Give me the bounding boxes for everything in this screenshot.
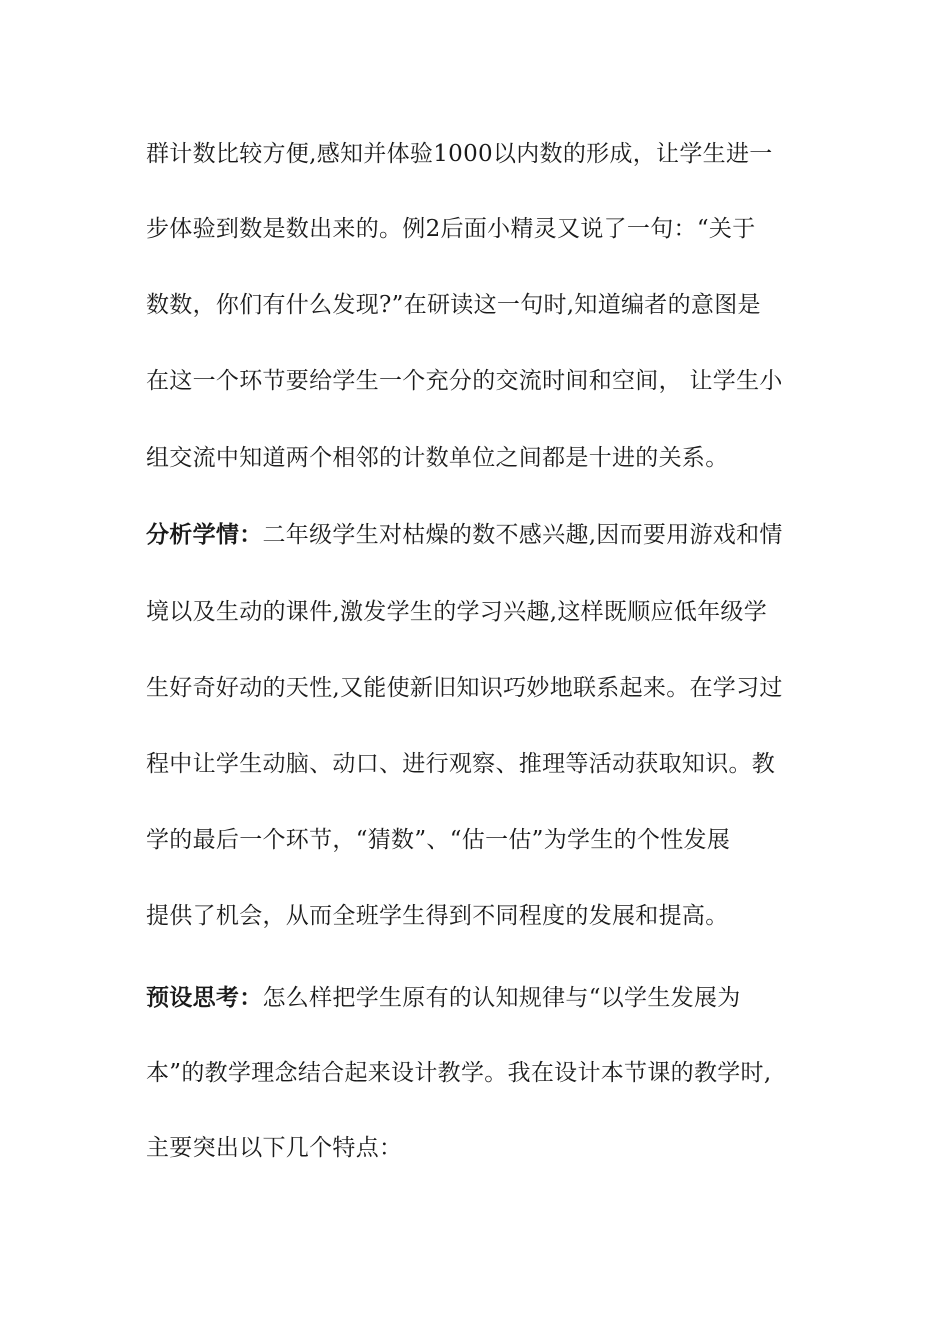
paragraph1-line-2: 步体验到数是数出来的。例2后面小精灵又说了一句：“关于 bbox=[146, 216, 756, 242]
paragraph2-line-1: 二年级学生对枯燥的数不感兴趣,因而要用游戏和情 bbox=[262, 522, 783, 548]
paragraph3-line-2: 本”的教学理念结合起来设计教学。我在设计本节课的教学时, bbox=[146, 1060, 772, 1086]
paragraph1-line-1: 群计数比较方便,感知并体验1000以内数的形成，让学生进一 bbox=[146, 141, 773, 167]
paragraph3-line-1: 怎么样把学生原有的认知规律与“以学生发展为 bbox=[262, 985, 741, 1011]
paragraph1-line-4: 在这一个环节要给学生一个充分的交流时间和空间， 让学生小 bbox=[146, 368, 783, 394]
paragraph2-line-3: 生好奇好动的天性,又能使新旧知识巧妙地联系起来。在学习过 bbox=[146, 675, 783, 701]
paragraph1-line-5: 组交流中知道两个相邻的计数单位之间都是十进的关系。 bbox=[146, 445, 729, 471]
paragraph2-heading: 分析学情： bbox=[146, 522, 263, 548]
paragraph2-first-line bbox=[146, 520, 826, 550]
paragraph3-line-3: 主要突出以下几个特点： bbox=[146, 1135, 403, 1161]
paragraph2-line-6: 提供了机会，从而全班学生得到不同程度的发展和提高。 bbox=[146, 903, 729, 929]
paragraph2-line-5: 学的最后一个环节，“猜数”、“估一估”为学生的个性发展 bbox=[146, 827, 731, 853]
paragraph1-line-3: 数数，你们有什么发现?”在研读这一句时,知道编者的意图是 bbox=[146, 292, 761, 318]
paragraph2-line-2: 境以及生动的课件,激发学生的学习兴趣,这样既顺应低年级学 bbox=[146, 599, 768, 625]
paragraph3-first-line bbox=[146, 983, 826, 1013]
paragraph3-heading: 预设思考： bbox=[146, 985, 263, 1011]
paragraph2-line-4: 程中让学生动脑、动口、进行观察、推理等活动获取知识。教 bbox=[146, 751, 776, 777]
